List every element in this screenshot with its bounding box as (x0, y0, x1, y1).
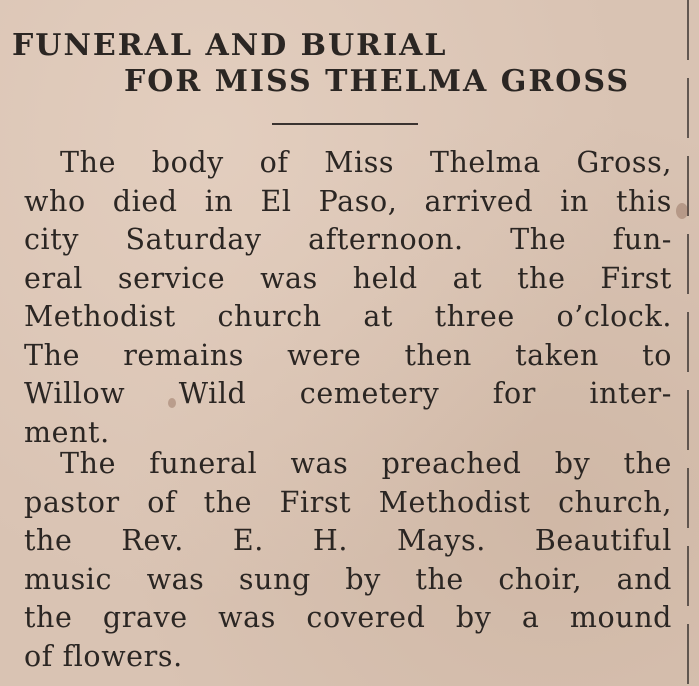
headline-line-2: FOR MISS THELMA GROSS (124, 64, 631, 99)
paragraph-line: pastor of the First Methodist church, (24, 485, 672, 519)
paragraph-line: who died in El Paso, arrived in this (24, 184, 672, 218)
paragraph-line: the Rev. E. H. Mays. Beautiful (24, 524, 672, 557)
headline-separator (272, 123, 418, 125)
paragraph-line: the grave was covered by a mound (24, 601, 672, 634)
paragraph-line: city Saturday afternoon. The fun- (24, 223, 672, 256)
paragraph-line: eral service was held at the First (24, 261, 672, 295)
headline (12, 28, 630, 100)
paragraph-line: The remains were then taken to (24, 338, 672, 372)
column-rule (687, 0, 689, 686)
paragraph-line: ment. (24, 415, 110, 449)
paragraph-line: The body of Miss Thelma Gross, (60, 146, 672, 179)
paragraph-line: music was sung by the choir, and (24, 562, 672, 596)
paragraph-line: The funeral was preached by the (60, 447, 672, 480)
headline-line-1: FUNERAL AND BURIAL (12, 28, 448, 63)
paragraph-line: Methodist church at three o’clock. (24, 300, 672, 333)
paper-stain (676, 203, 688, 219)
article-paragraph-1 (24, 144, 672, 452)
article-paragraph-2 (24, 445, 672, 676)
paragraph-line: of flowers. (24, 639, 183, 673)
paragraph-line: Willow Wild cemetery for inter- (24, 377, 672, 410)
